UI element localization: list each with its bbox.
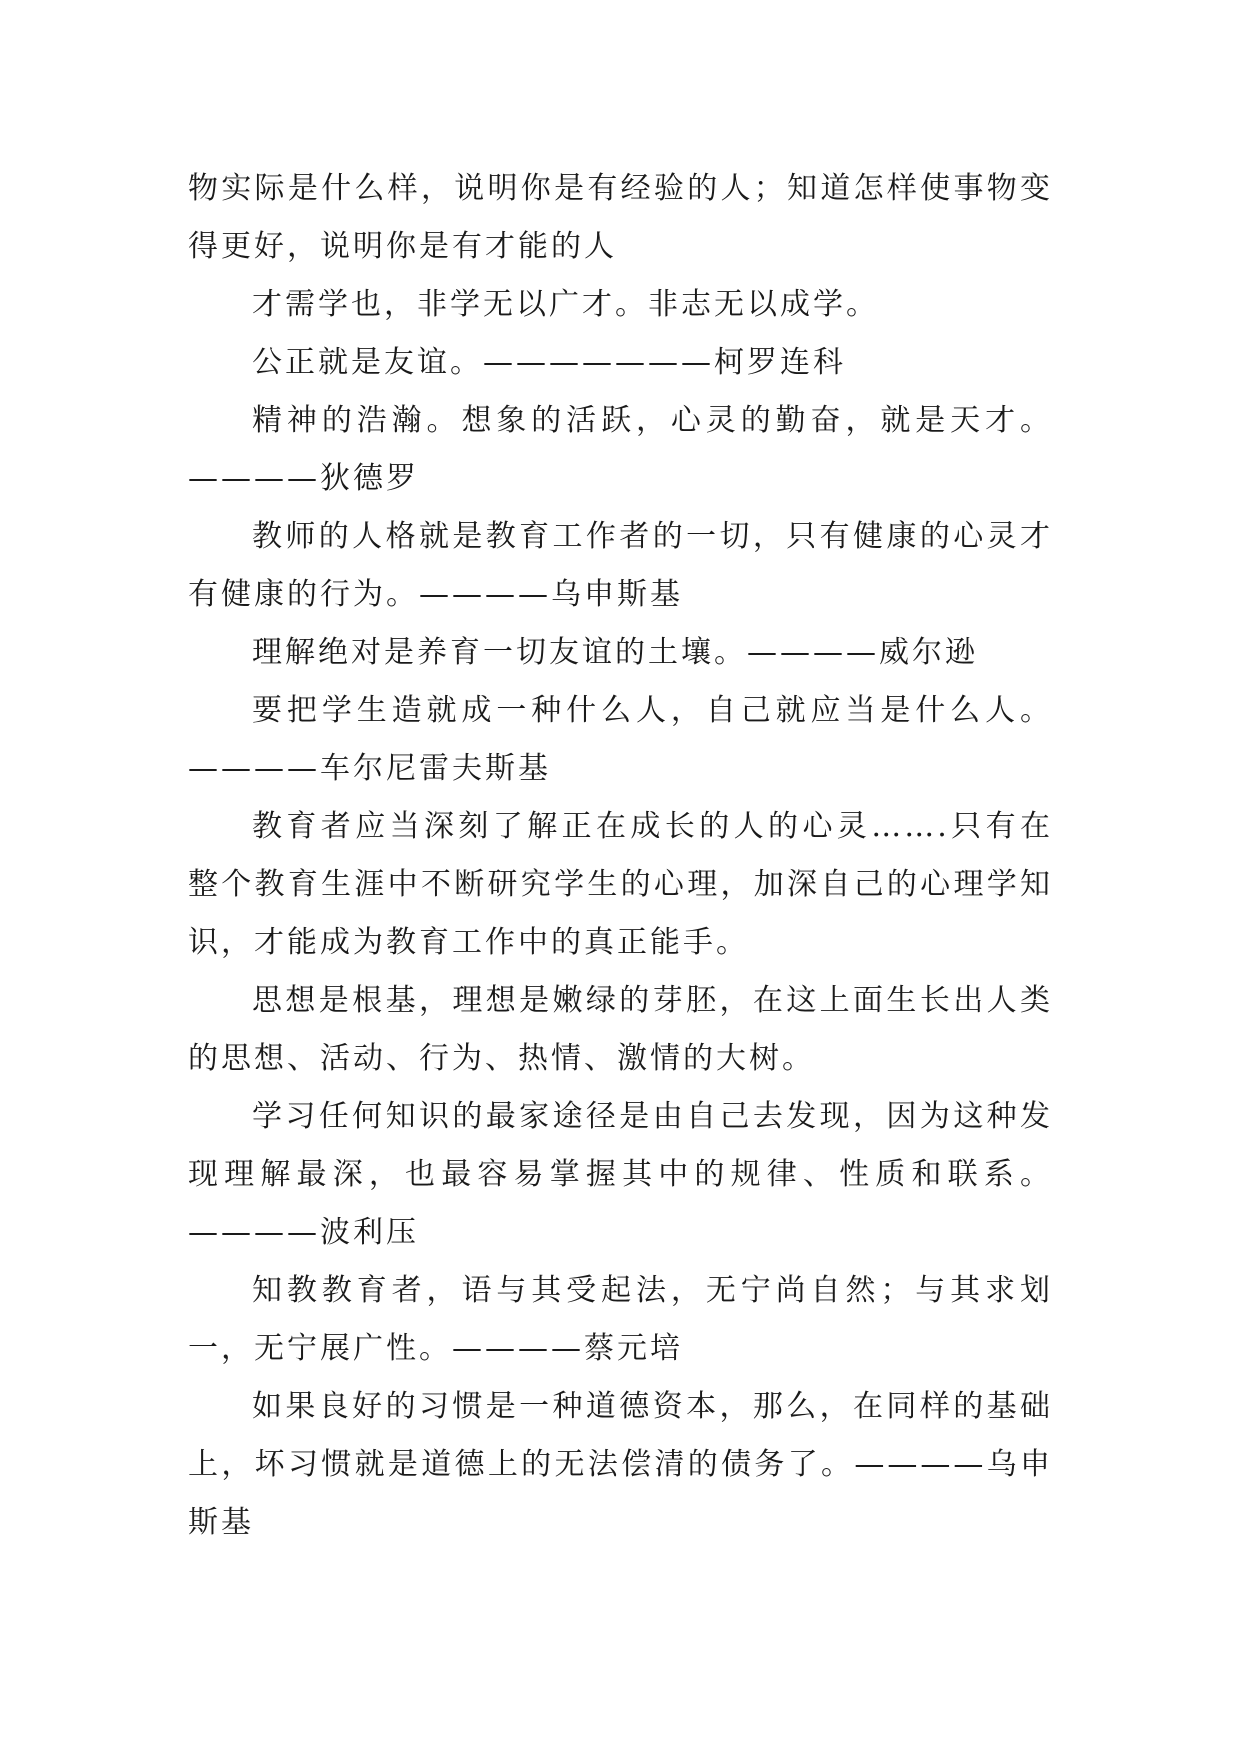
paragraph-11: 知教教育者，语与其受起法，无宁尚自然；与其求划一，无宁展广性。————蔡元培 <box>188 1273 1053 1366</box>
paragraph-8: 教育者应当深刻了解正在成长的人的心灵…….只有在整个教育生涯中不断研究学生的心理，加深自己的心理学知识，才能成为教育工作中的真正能手。 <box>188 809 1053 960</box>
paragraph-1: 物实际是什么样，说明你是有经验的人；知道怎样使事物变得更好，说明你是有才能的人 <box>188 171 1053 264</box>
paragraph-3: 公正就是友谊。———————柯罗连科 <box>252 345 846 380</box>
paragraph-6: 理解绝对是养育一切友谊的土壤。————威尔逊 <box>252 635 978 670</box>
paragraph-12: 如果良好的习惯是一种道德资本，那么，在同样的基础上，坏习惯就是道德上的无法偿清的债务了。————乌申斯基 <box>188 1389 1053 1540</box>
paragraph-4: 精神的浩瀚。想象的活跃，心灵的勤奋，就是天才。————狄德罗 <box>188 403 1053 496</box>
paragraph-10: 学习任何知识的最家途径是由自己去发现，因为这种发现理解最深，也最容易掌握其中的规律、性质和联系。————波利压 <box>188 1099 1053 1250</box>
paragraph-9: 思想是根基，理想是嫩绿的芽胚，在这上面生长出人类的思想、活动、行为、热情、激情的大树。 <box>188 983 1053 1076</box>
paragraph-7: 要把学生造就成一种什么人，自己就应当是什么人。————车尔尼雷夫斯基 <box>188 693 1053 786</box>
paragraph-5: 教师的人格就是教育工作者的一切，只有健康的心灵才有健康的行为。————乌申斯基 <box>188 519 1053 612</box>
paragraph-2: 才需学也，非学无以广才。非志无以成学。 <box>252 287 879 322</box>
document-body <box>188 160 1053 1552</box>
